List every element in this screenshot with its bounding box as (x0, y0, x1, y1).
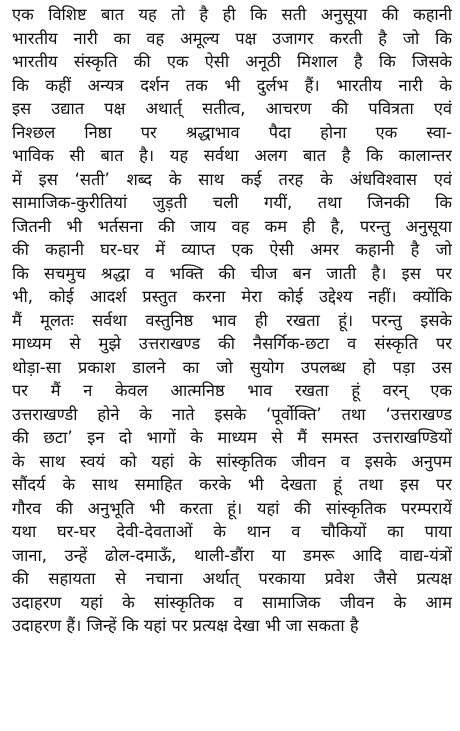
text-line: माध्यम से मुझे उत्तराखण्ड की नैसर्गिक-छटा व संस्कृति पर (12, 334, 452, 353)
text-line: के साथ स्वयं को यहां के सांस्कृतिक जीवन व इसके अनुपम (12, 451, 452, 471)
text-line: यथा घर-घर देवी-देवताओं के थान व चौकियों का पाया (12, 522, 452, 541)
text-line: भाविक सी बात है। यह सर्वथा अलग बात है कि कालान्तर (12, 146, 452, 165)
text-line: सामाजिक-कुरीतियां जुड़ती चली गयीं, तथा जिनकी कि (12, 193, 452, 212)
text-line: इस उद्यात पक्ष अथार्त् सतीत्व, आचरण की पवित्रता एवं (12, 99, 452, 118)
text-line: उदाहरण हैं। जिन्हें कि यहां पर प्रत्यक्ष देखा भी जा सकता है (12, 616, 359, 635)
text-line: निश्छल निष्ठा पर श्रद्धाभाव पैदा होना एक स्वा- (12, 122, 452, 142)
text-line: जाना, उन्हें ढोल-दमाऊँ, थाली-डौंरा या डमरू आदि वाद्य-यंत्रों (12, 545, 452, 565)
text-line: पर मैं न केवल आत्मनिष्ठ भाव रखता हूं वरन् एक (12, 381, 452, 400)
text-line: जितनी भी भर्तसना की जाय वह कम ही है, परन्तु अनुसूया (12, 216, 452, 236)
text-line: गौरव की अनुभूति भी करता हूं। यहां की सांस्कृतिक परम्परायें (12, 498, 452, 518)
text-line: थोड़ा-सा प्रकाश डालने का जो सुयोग उपलब्ध हो पड़ा उस (12, 357, 452, 377)
text-line: की कहानी घर-घर में व्याप्त एक ऐसी अमर कहानी है जो (12, 240, 452, 259)
text-line: सौंदर्य के साथ समाहित करके भी देखता हूं तथा इस पर (12, 475, 452, 494)
text-line: मैं मूलतः सर्वथा वस्तुनिष्ठ भाव ही रखता हूं। परन्तु इसके (12, 310, 452, 330)
body-paragraph (12, 3, 452, 638)
text-line: कि सचमुच श्रद्धा व भक्ति की चीज बन जाती है। इस पर (12, 263, 452, 283)
text-line: की सहायता से नचाना अर्थात् परकाया प्रवेश जैसे प्रत्यक्ष (12, 569, 452, 588)
text-line: में इस ‘सती’ शब्द के साथ कई तरह के अंधविश्वास एवं (12, 169, 452, 189)
text-line: एक विशिष्ट बात यह तो है ही कि सती अनुसूया की कहानी (12, 5, 452, 24)
text-line: उत्तराखण्डी होने के नाते इसके ‘पूर्वोक्ति’ तथा ‘उत्तराखण्ड (12, 404, 452, 424)
text-line: भी, कोई आदर्श प्रस्तुत करना मेरा कोई उद्देश्य नहीं। क्योंकि (12, 287, 452, 306)
text-line: भारतीय नारी का वह अमूल्य पक्ष उजागर करती है जो कि (12, 28, 452, 48)
text-line: भारतीय संस्कृति की एक ऐसी अनूठी मिशाल है कि जिसके (12, 52, 452, 71)
text-line: कि कहीं अन्यत्र दर्शन तक भी दुर्लभ हैं। भारतीय नारी के (12, 75, 452, 95)
text-line: की छटा’ इन दो भागों के माध्यम से मैं समस्त उत्तराखण्डियों (12, 428, 452, 447)
text-line: उदाहरण यहां के सांस्कृतिक व सामाजिक जीवन के आम (12, 592, 452, 612)
